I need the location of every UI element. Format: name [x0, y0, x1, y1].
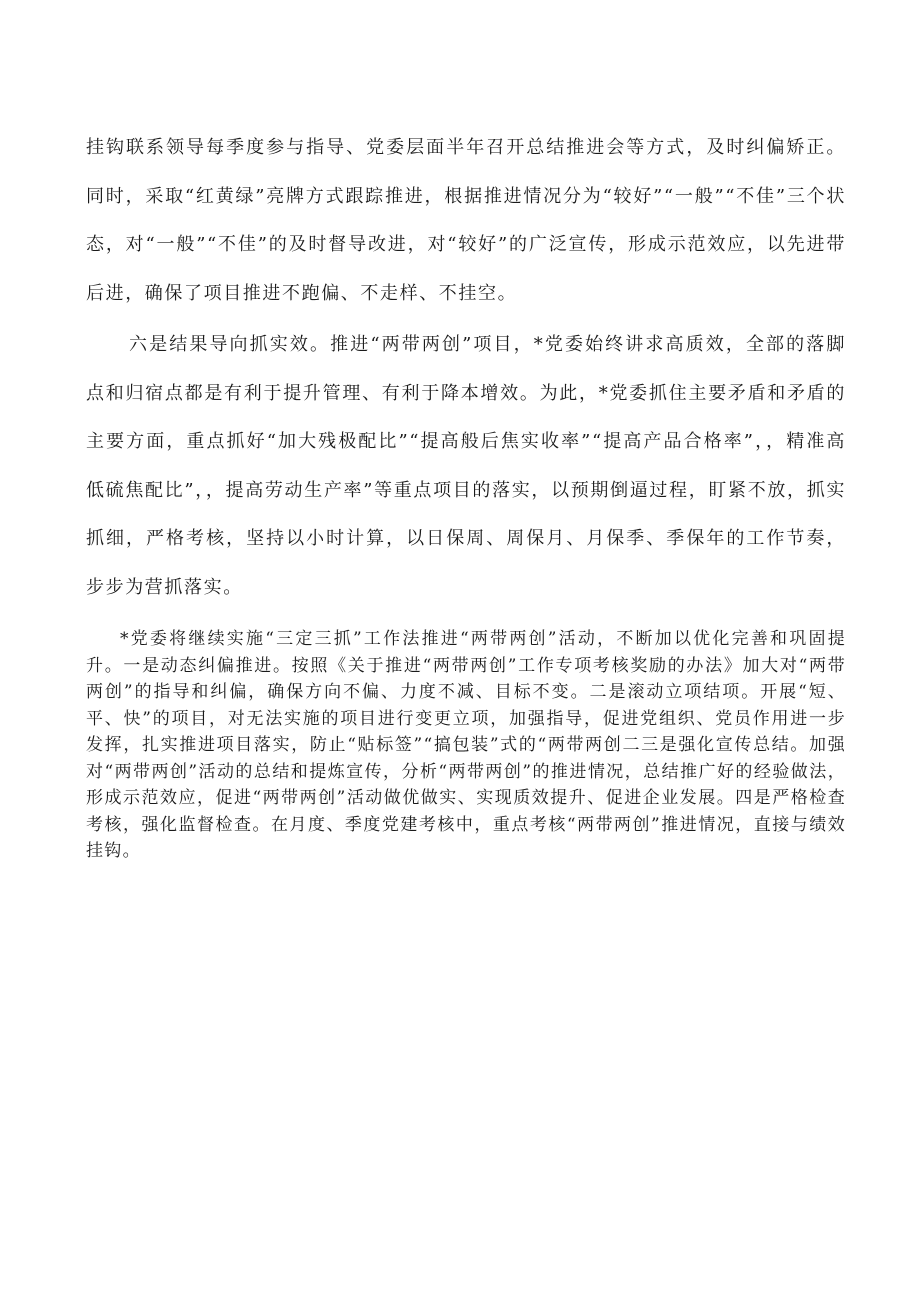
paragraph-next-steps: *党委将继续实施“三定三抓”工作法推进“两带两创”活动，不断加以优化完善和巩固提升。一是动态纠偏推进。按照《关于推进“两带两创”工作专项考核奖励的办法》加大对“两带两创”的指导和纠偏，确保方向不偏、力度不减、目标不变。二是滚动立项结项。开展“短、平、快”的项目，对无法实施的项目进行变更立项，加强指导，促进党组织、党员作用进一步发挥，扎实推进项目落实，防止“贴标签”“搞包装”式的“两带两创二三是强化宣传总结。加强对“两带两创”活动的总结和提炼宣传，分析“两带两创”的推进情况，总结推广好的经验做法，形成示范效应，促进“两带两创”活动做优做实、实现质效提升、促进企业发展。四是严格检查考核，强化监督检查。在月度、季度党建考核中，重点考核“两带两创”推进情况，直接与绩效挂钩。: [86, 629, 846, 861]
paragraph-continuation: 挂钩联系领导每季度参与指导、党委层面半年召开总结推进会等方式，及时纠偏矫正。同时，采取“红黄绿”亮牌方式跟踪推进，根据推进情况分为“较好”“一般”“不佳”三个状态，对“一般”“不佳”的及时督导改进，对“较好”的广泛宣传，形成示范效应，以先进带后进，确保了项目推进不跑偏、不走样、不挂空。: [86, 137, 846, 304]
paragraph-results-oriented: 六是结果导向抓实效。推进“两带两创”项目，*党委始终讲求高质效，全部的落脚点和归宿点都是有利于提升管理、有利于降本增效。为此，*党委抓住主要矛盾和矛盾的主要方面，重点抓好“加大残极配比”“提高般后焦实收率”“提高产品合格率”，，精准高低硫焦配比”，，提高劳动生产率”等重点项目的落实，以预期倒逼过程，盯紧不放，抓实抓细，严格考核，坚持以小时计算，以日保周、周保月、月保季、季保年的工作节奏，步步为营抓落实。: [86, 334, 846, 598]
